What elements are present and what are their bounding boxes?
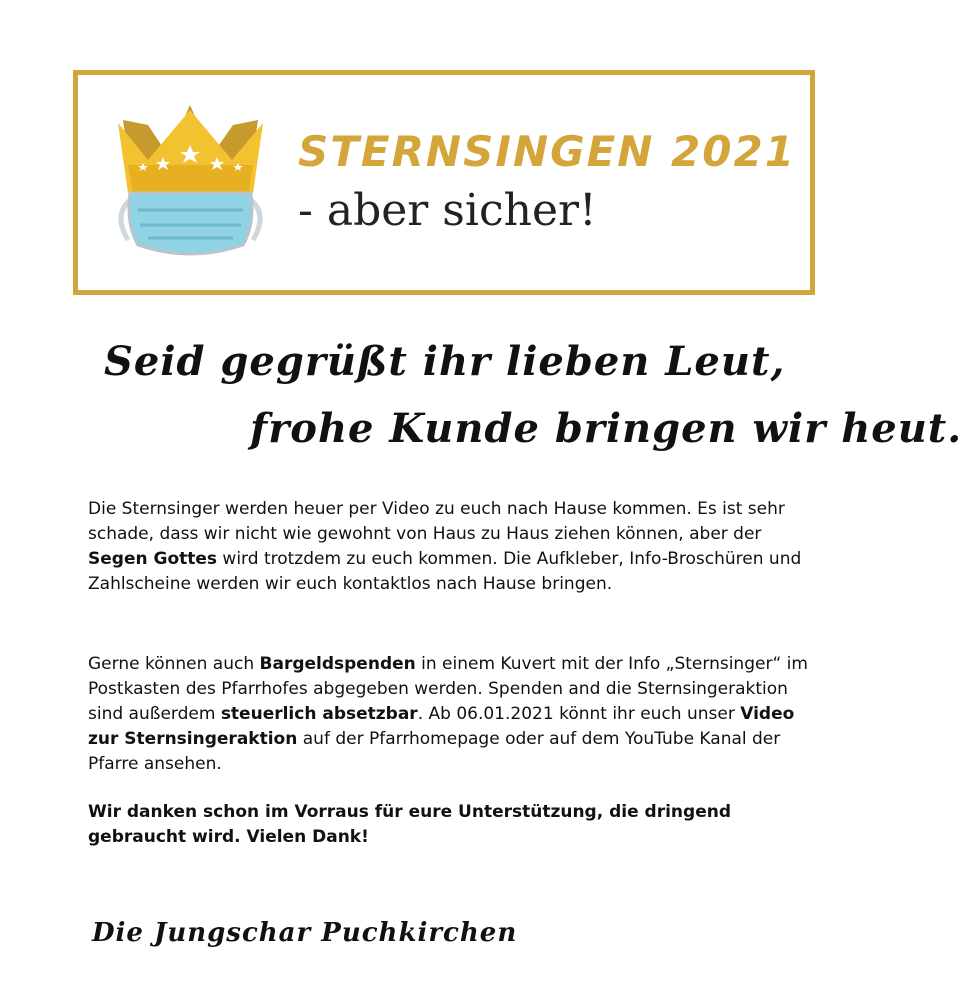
- paragraph-text: wird trotzdem zu euch kommen. Die Aufkleber, Info-Broschüren und Zahlscheine werden wir euch kontaktlos nach Hause bringen.: [88, 549, 802, 594]
- paragraph-text: auf der Pfarrhomepage oder auf dem YouTube Kanal der Pfarre ansehen.: [88, 729, 781, 774]
- emphasis-bargeldspenden: Bargeldspenden: [259, 654, 416, 674]
- banner-subtitle: - aber sicher!: [298, 185, 597, 236]
- header-banner: [73, 70, 815, 295]
- signature: Die Jungschar Puchkirchen: [92, 918, 518, 948]
- paragraph-video-visit: [88, 497, 808, 597]
- emphasis-segen-gottes: Segen Gottes: [88, 549, 218, 569]
- paragraph-donations: [88, 652, 808, 777]
- emphasis-video: Video zur Sternsingeraktion: [88, 704, 795, 749]
- banner-title: STERNSINGEN 2021: [298, 127, 796, 176]
- emphasis-steuerlich-absetzbar: steuerlich absetzbar: [220, 704, 418, 724]
- paragraph-text: . Ab 06.01.2021 könnt ihr euch unser: [417, 704, 741, 724]
- greeting-line-2: frohe Kunde bringen wir heut.: [250, 405, 962, 452]
- paragraph-thanks: Wir danken schon im Vorraus für eure Unterstützung, die dringend gebraucht wird. Vielen Dank!: [88, 802, 731, 847]
- greeting-line-1: Seid gegrüßt ihr lieben Leut,: [104, 338, 786, 385]
- paragraph-text: Gerne können auch: [88, 654, 260, 674]
- crown-with-face-mask-icon: [108, 105, 273, 265]
- paragraph-text: Die Sternsinger werden heuer per Video zu euch nach Hause kommen. Es ist sehr schade, dass wir nicht wie gewohnt von Haus zu Haus ziehen können, aber der: [88, 499, 785, 544]
- paragraph-text: in einem Kuvert mit der Info „Sternsinger“ im Postkasten des Pfarrhofes abgegeben werden. Spenden and die Sternsingeraktion sind außerdem: [88, 654, 808, 724]
